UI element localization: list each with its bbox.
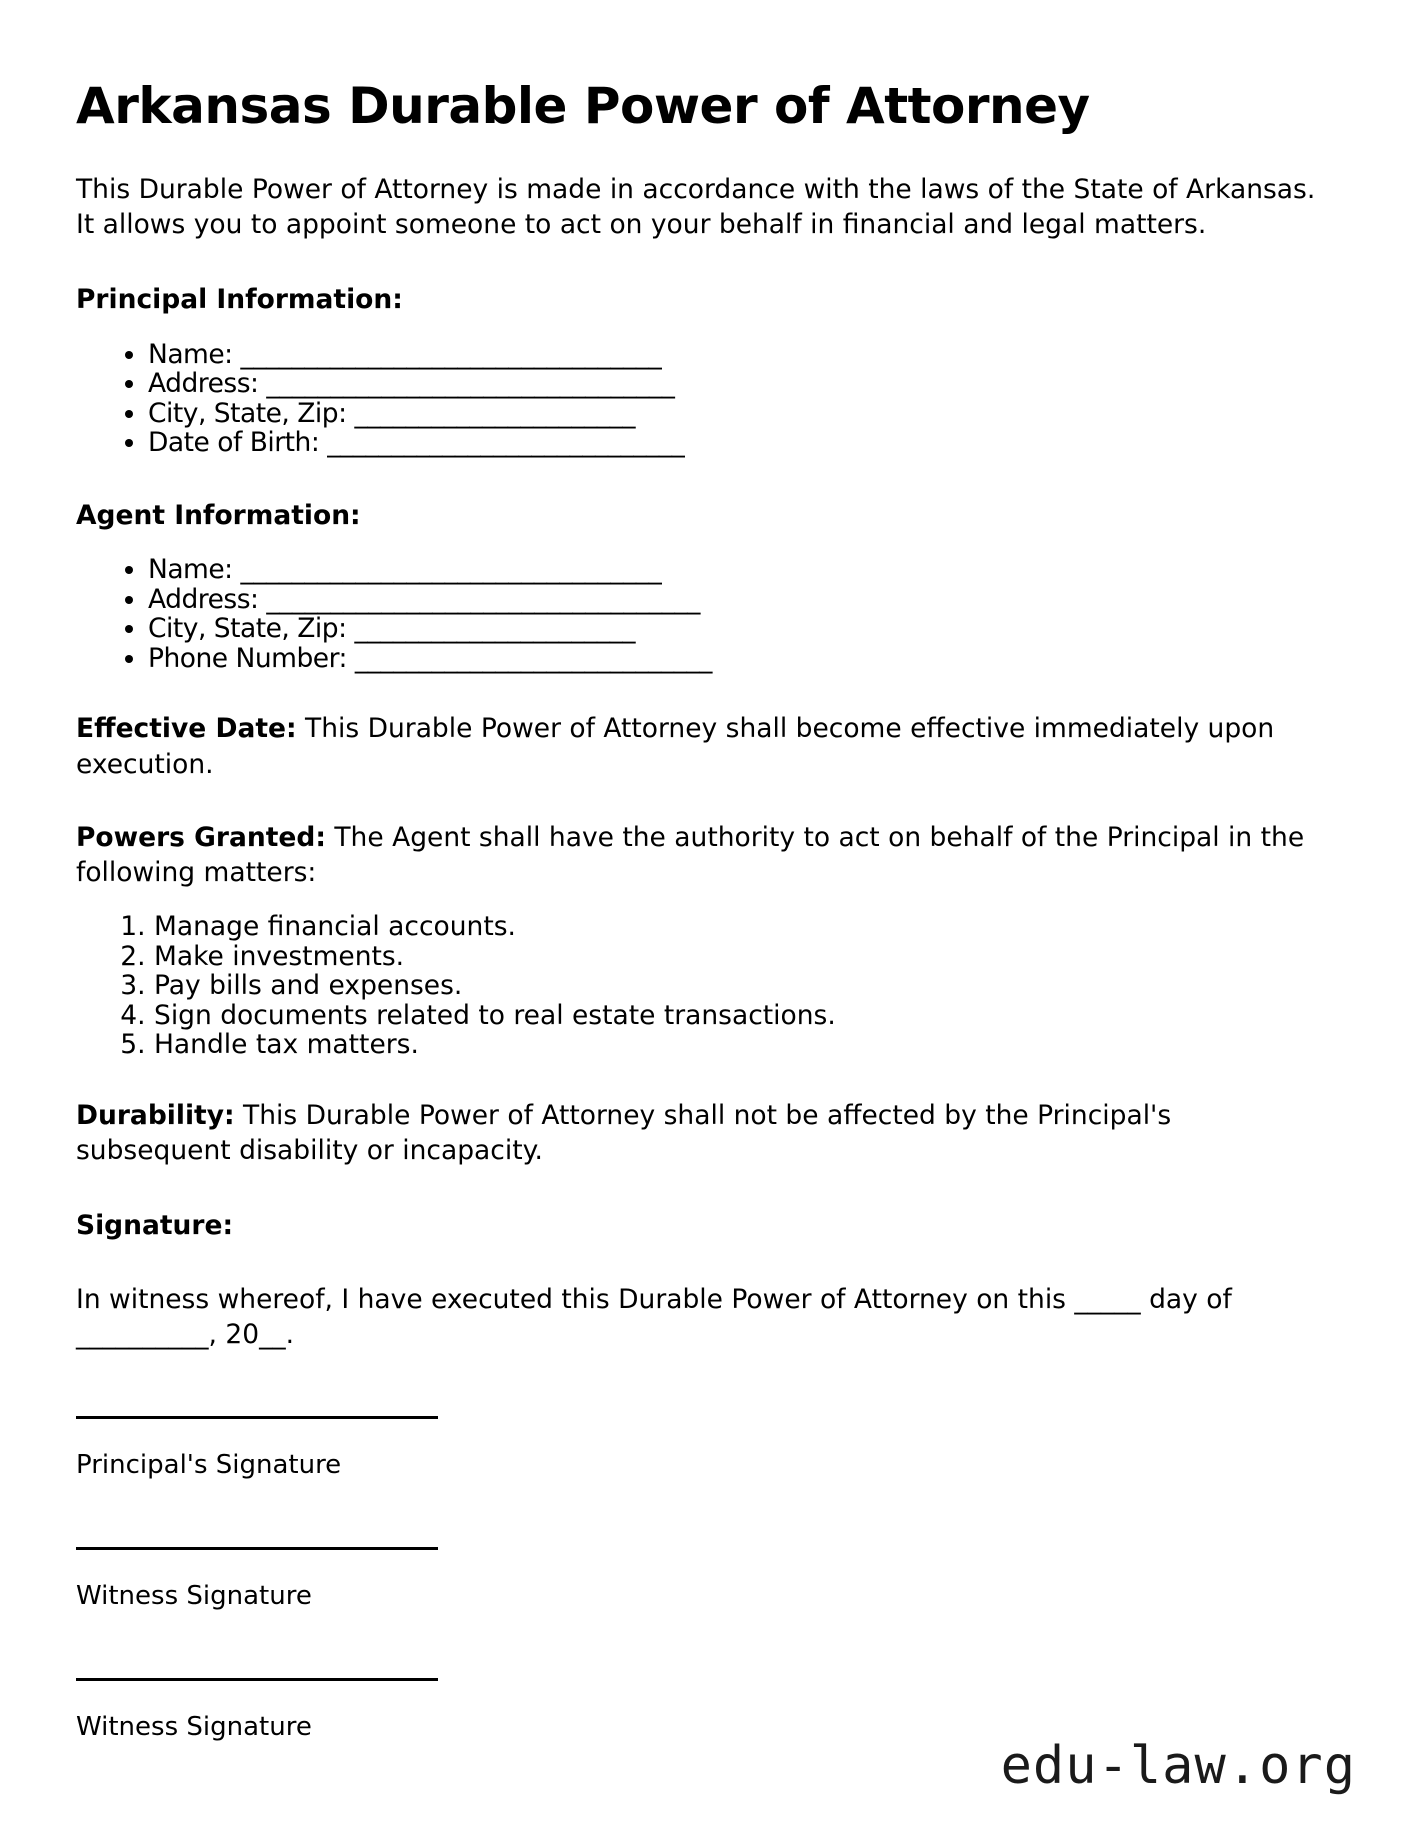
list-item: 2. Make investments. xyxy=(154,942,1340,972)
witness-two-signature-block xyxy=(76,1678,1340,1745)
document-content xyxy=(76,78,1340,1745)
powers-granted-list xyxy=(76,912,1340,1060)
durability-paragraph xyxy=(76,1098,1331,1168)
signature-heading: Signature: xyxy=(76,1210,234,1242)
list-item xyxy=(148,428,1340,458)
principal-field-name: Name: _________________________________ xyxy=(148,338,662,370)
list-item xyxy=(148,340,1340,370)
witness-two-signature-caption: Witness Signature xyxy=(76,1711,312,1742)
signature-line[interactable] xyxy=(76,1547,438,1550)
witness-statement: In witness whereof, I have executed this Durable Power of Attorney on this _____ day of __________, 20__. xyxy=(76,1283,1232,1350)
list-item xyxy=(148,585,1340,615)
effective-date-label: Effective Date: xyxy=(76,713,297,745)
principal-signature-block xyxy=(76,1416,1340,1483)
signature-line[interactable] xyxy=(76,1416,438,1419)
principal-field-city-state-zip: City, State, Zip: ______________________ xyxy=(148,397,635,429)
durability-text: This Durable Power of Attorney shall not be affected by the Principal's subsequent disability or incapacity. xyxy=(76,1099,1172,1167)
powers-granted-text: The Agent shall have the authority to act on behalf of the Principal in the following matters: xyxy=(76,821,1305,889)
site-watermark: edu-law.org xyxy=(1000,1736,1356,1796)
agent-field-phone-number: Phone Number: ____________________________ xyxy=(148,642,712,674)
list-item xyxy=(148,644,1340,674)
principal-information-list xyxy=(76,340,1340,458)
list-item: 5. Handle tax matters. xyxy=(154,1030,1340,1060)
agent-field-address: Address: __________________________________ xyxy=(148,583,700,615)
witness-one-signature-block xyxy=(76,1547,1340,1614)
list-item xyxy=(148,399,1340,429)
signature-line[interactable] xyxy=(76,1678,438,1681)
intro-paragraph: This Durable Power of Attorney is made in accordance with the laws of the State of Arkansas. It allows you to appoint someone to act on your behalf in financial and legal matters. xyxy=(76,174,1316,241)
list-item xyxy=(148,555,1340,585)
powers-granted-paragraph xyxy=(76,820,1331,890)
agent-information-list xyxy=(76,555,1340,673)
principal-field-address: Address: ________________________________ xyxy=(148,368,675,400)
agent-information-heading: Agent Information: xyxy=(76,499,361,531)
durability-label: Durability: xyxy=(76,1099,235,1131)
agent-field-name: Name: _________________________________ xyxy=(148,554,662,586)
principal-signature-caption: Principal's Signature xyxy=(76,1450,342,1481)
list-item: 1. Manage financial accounts. xyxy=(154,912,1340,942)
powers-granted-label: Powers Granted: xyxy=(76,821,326,853)
effective-date-text: This Durable Power of Attorney shall become effective immediately upon execution. xyxy=(76,713,1275,780)
effective-date-paragraph xyxy=(76,711,1331,781)
list-item xyxy=(148,614,1340,644)
agent-field-city-state-zip: City, State, Zip: ______________________ xyxy=(148,613,635,645)
principal-field-date-of-birth: Date of Birth: ____________________________ xyxy=(148,427,685,459)
principal-information-heading: Principal Information: xyxy=(76,284,403,316)
list-item: 4. Sign documents related to real estate transactions. xyxy=(154,1001,1340,1031)
list-item xyxy=(148,369,1340,399)
page-title: Arkansas Durable Power of Attorney xyxy=(76,77,1090,135)
witness-one-signature-caption: Witness Signature xyxy=(76,1580,312,1611)
list-item: 3. Pay bills and expenses. xyxy=(154,971,1340,1001)
